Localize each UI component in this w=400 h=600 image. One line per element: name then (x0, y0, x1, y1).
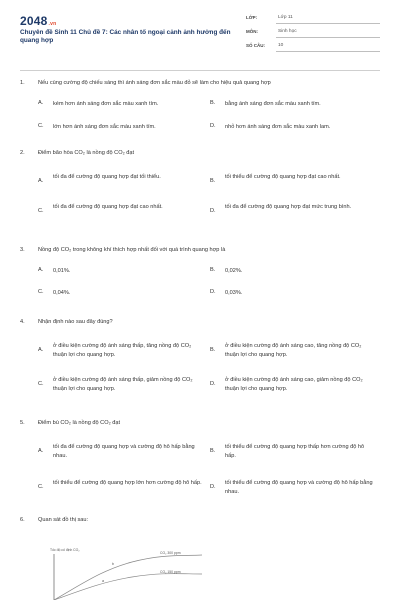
meta-label: MÔN: (246, 29, 258, 34)
question-number: 6. (20, 517, 25, 523)
chart-svg (42, 544, 212, 600)
meta-label: SỐ CÂU: (246, 43, 265, 48)
option-letter: D. (210, 289, 216, 295)
option-text: 0,03%. (225, 290, 243, 296)
series-label-b: b (112, 562, 114, 566)
meta-value: Sinh học (278, 29, 297, 34)
option-text: ở điều kiện cường độ ánh sáng thấp, tăng nồng độ CO₂ thuận lợi cho quang hợp. (53, 343, 192, 358)
option-text: tối đa để cường độ quang hợp đạt cao nhất. (53, 204, 163, 210)
option-letter: B. (210, 178, 216, 184)
question-number: 3. (20, 247, 25, 253)
option-text: ở điều kiện cường độ ánh sáng cao, tăng nồng độ CO₂ thuận lợi cho quang hợp. (225, 343, 362, 358)
series-name-b: CO₂ 300 ppm (160, 551, 181, 555)
option-text: kém hơn ánh sáng đơn sắc màu xanh tím. (53, 101, 159, 107)
option-text: tối thiểu để cường độ quang hợp thấp hơn cường độ hô hấp. (225, 444, 365, 459)
option-letter: C. (38, 208, 44, 214)
option-text: 0,02%. (225, 268, 243, 274)
meta-value: Lớp 11 (278, 15, 293, 20)
option-text: tối thiểu để cường độ quang hợp và cường độ hô hấp bằng nhau. (225, 480, 373, 495)
option-text: 0,04%. (53, 290, 71, 296)
option-letter: D. (210, 484, 216, 490)
question-number: 5. (20, 420, 25, 426)
option-text: tối đa để cường độ quang hợp đạt mức trung bình. (225, 204, 352, 210)
meta-value: 10 (278, 43, 284, 48)
option-text: tối đa để cường độ quang hợp đạt tối thiểu. (53, 174, 161, 180)
option-letter: C. (38, 484, 44, 490)
option-text: ở điều kiện cường độ ánh sáng cao, giảm nồng độ CO₂ thuận lợi cho quang hợp. (225, 377, 363, 392)
y-axis-label: Tốc độ cố định CO₂ (50, 548, 80, 552)
option-letter: A. (38, 347, 44, 353)
option-letter: D. (210, 123, 216, 129)
option-text: tối thiểu để cường độ quang hợp lớn hơn cường độ hô hấp. (53, 480, 202, 486)
option-text: nhỏ hơn ánh sáng đơn sắc màu xanh lam. (225, 124, 331, 130)
question-text: Điểm bão hòa CO₂ là nồng độ CO₂ đạt (38, 150, 135, 156)
option-text: lớn hơn ánh sáng đơn sắc màu xanh tím. (53, 124, 156, 130)
question-text: Nồng độ CO₂ trong không khí thích hợp nhất đối với quá trình quang hợp là (38, 247, 226, 253)
option-letter: A. (38, 178, 44, 184)
option-letter: B. (210, 267, 216, 273)
option-text: ở điều kiện cường độ ánh sáng thấp, giảm nồng độ CO₂ thuận lợi cho quang hợp. (53, 377, 193, 392)
option-letter: D. (210, 381, 216, 387)
question-number: 1. (20, 80, 25, 86)
meta-label: LỚP: (246, 15, 258, 20)
question-text: Nhận định nào sau đây đúng? (38, 319, 113, 325)
series-label-a: a (102, 579, 104, 583)
option-letter: A. (38, 267, 44, 273)
question-text: Điểm bù CO₂ là nồng độ CO₂ đạt (38, 420, 121, 426)
logo-suffix: .vn (48, 21, 57, 27)
document-title: Chuyên đề Sinh 11 Chủ đề 7: Các nhân tố ngoại cảnh ảnh hưởng đến quang hợp (20, 29, 231, 45)
question-text: Nếu cùng cường độ chiếu sáng thì ánh sáng đơn sắc màu đỏ sẽ làm cho hiệu quả quang hợp (38, 80, 271, 86)
option-letter: D. (210, 208, 216, 214)
option-text: bằng ánh sáng đơn sắc màu xanh tím. (225, 101, 321, 107)
question-number: 2. (20, 150, 25, 156)
option-text: tối thiểu để cường độ quang hợp đạt cao nhất. (225, 174, 341, 180)
option-letter: B. (210, 100, 216, 106)
option-letter: C. (38, 381, 44, 387)
option-text: tối đa để cường độ quang hợp và cường độ hô hấp bằng nhau. (53, 444, 195, 459)
option-letter: B. (210, 448, 216, 454)
option-letter: C. (38, 289, 44, 295)
option-letter: A. (38, 100, 44, 106)
question-number: 4. (20, 319, 25, 325)
option-letter: A. (38, 448, 44, 454)
option-letter: C. (38, 123, 44, 129)
question-text: Quan sát đồ thị sau: (38, 517, 89, 523)
option-text: 0,01%. (53, 268, 71, 274)
logo-text: 2048 (20, 14, 48, 28)
series-name-a: CO₂ 150 ppm (160, 570, 181, 574)
photosynthesis-chart (42, 544, 212, 600)
option-letter: B. (210, 347, 216, 353)
